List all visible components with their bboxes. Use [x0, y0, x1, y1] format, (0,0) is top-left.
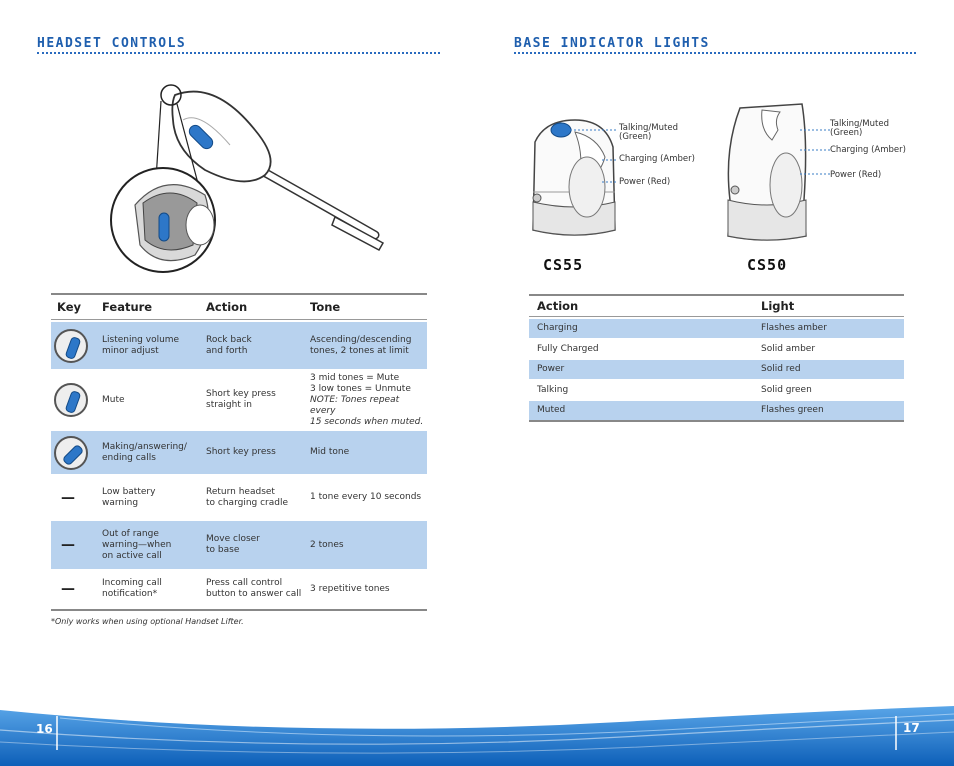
- action-cell: Return headset to charging cradle: [206, 486, 289, 508]
- key-cell: —: [61, 537, 75, 553]
- headset-button-icon: [54, 329, 88, 363]
- cs50-label-power: Power (Red): [830, 170, 882, 180]
- action-cell: Short key press straight in: [206, 389, 276, 410]
- col-feature: Feature: [102, 300, 153, 314]
- action-cell: Muted: [537, 405, 566, 415]
- col-key: Key: [57, 300, 82, 314]
- col-tone: Tone: [310, 300, 341, 314]
- table-row: [529, 338, 904, 360]
- table-row: [51, 569, 427, 611]
- table-row: [51, 474, 427, 521]
- col-action: Action: [206, 300, 248, 314]
- cs55-label-charging: Charging (Amber): [619, 154, 695, 164]
- tone-cell: 2 tones: [310, 539, 344, 550]
- feature-cell: Listening volume minor adjust: [102, 334, 180, 356]
- action-cell: Fully Charged: [537, 343, 599, 354]
- cs55-model-label: CS55: [543, 256, 584, 274]
- title-divider: [514, 52, 916, 54]
- table-row: [529, 401, 904, 422]
- feature-cell: Incoming call notification*: [102, 578, 162, 599]
- light-cell: Solid green: [761, 384, 812, 395]
- tone-cell: 1 tone every 10 seconds: [310, 492, 422, 502]
- headset-illustration: [105, 75, 395, 280]
- table-header: [51, 293, 427, 317]
- tone-cell: [306, 373, 427, 428]
- feature-cell: Making/answering/ ending calls: [102, 441, 187, 463]
- page-number-left: 16: [36, 722, 53, 736]
- action-cell: Charging: [537, 323, 578, 333]
- cs55-leader-lines: [560, 120, 620, 190]
- base-lights-table: [529, 294, 904, 422]
- cs50-model-label: CS50: [747, 256, 788, 274]
- table-row: [51, 322, 427, 369]
- footnote: *Only works when using optional Handset Lifter.: [51, 617, 244, 626]
- feature-cell: Mute: [102, 394, 125, 405]
- action-cell: Talking: [537, 384, 569, 395]
- action-cell: Power: [537, 364, 565, 374]
- tone-note: NOTE: Tones repeat every 15 seconds when muted.: [310, 394, 424, 427]
- light-cell: Flashes amber: [761, 323, 827, 333]
- feature-cell: Low battery warning: [102, 486, 156, 508]
- base-indicator-title: BASE INDICATOR LIGHTS: [514, 36, 710, 51]
- action-cell: Press call control button to answer call: [206, 578, 302, 599]
- table-row: [51, 521, 427, 569]
- headset-controls-table: [51, 293, 427, 611]
- light-cell: Solid red: [761, 364, 801, 374]
- table-row: [529, 319, 904, 338]
- light-cell: Flashes green: [761, 405, 824, 415]
- table-row: [529, 379, 904, 401]
- title-divider: [37, 52, 440, 54]
- table-row: [51, 431, 427, 474]
- action-cell: Short key press: [206, 447, 276, 457]
- action-cell: Move closer to base: [206, 534, 260, 555]
- cs50-label-charging: Charging (Amber): [830, 145, 906, 155]
- col-light: Light: [761, 299, 795, 313]
- page-number-right: 17: [903, 721, 920, 735]
- headset-controls-title: HEADSET CONTROLS: [37, 36, 187, 51]
- table-row: [51, 369, 427, 431]
- key-cell: —: [61, 489, 75, 506]
- light-cell: Solid amber: [761, 343, 816, 354]
- table-header: [529, 294, 904, 314]
- footer-wave: [0, 700, 954, 766]
- key-cell: —: [61, 581, 75, 597]
- headset-button-icon: [54, 436, 88, 470]
- cs50-leader-lines: [780, 120, 832, 180]
- action-cell: Rock back and forth: [206, 334, 252, 356]
- feature-cell: Out of range warning—when on active call: [102, 528, 172, 561]
- cs55-label-power: Power (Red): [619, 177, 671, 187]
- cs55-label-talking: Talking/Muted (Green): [619, 123, 678, 142]
- tone-text: 3 mid tones = Mute 3 low tones = Unmute: [310, 372, 411, 394]
- col-action: Action: [537, 299, 579, 313]
- table-row: [529, 360, 904, 379]
- cs50-label-talking: Talking/Muted (Green): [830, 119, 889, 138]
- tone-cell: 3 repetitive tones: [310, 583, 390, 594]
- tone-cell: Ascending/descending tones, 2 tones at limit: [310, 334, 412, 356]
- headset-button-icon: [54, 383, 88, 417]
- tone-cell: Mid tone: [310, 447, 350, 457]
